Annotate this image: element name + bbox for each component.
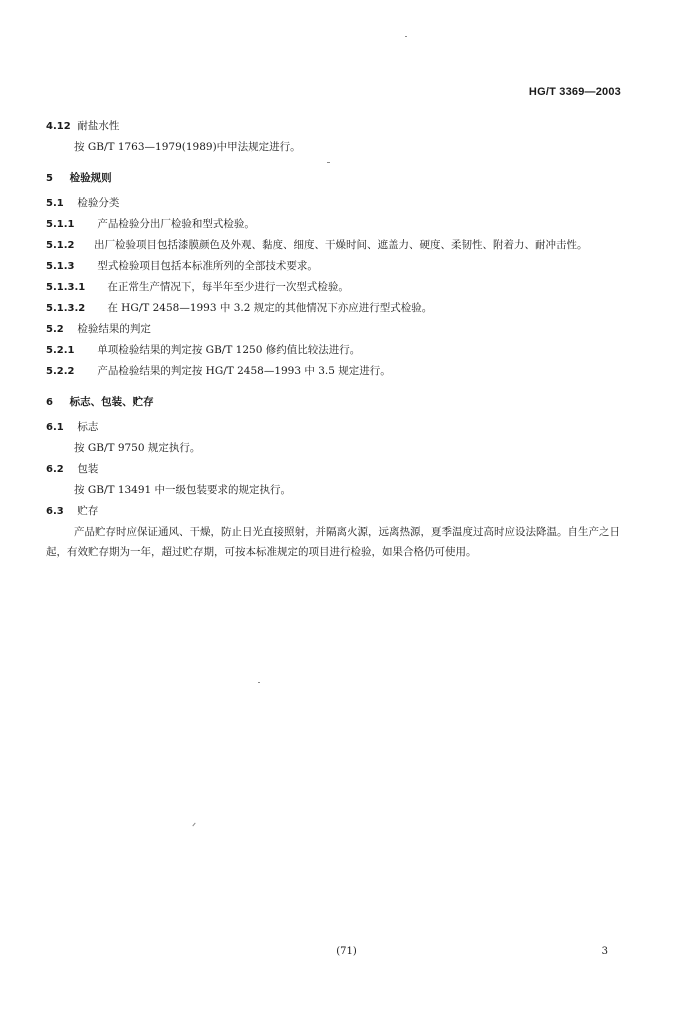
clause-text: 型式检验项目包括本标准所列的全部技术要求。 [97,260,318,272]
clause-title: 包装 [77,463,99,475]
clause-5-1-3-1 [46,277,626,298]
clause-5-2-2 [46,361,626,382]
clause-text: 产品检验分出厂检验和型式检验。 [97,218,255,230]
chapter-number: 5 [46,173,53,184]
clause-5-2-heading [46,319,626,340]
clause-text: 出厂检验项目包括漆膜颜色及外观、黏度、细度、干燥时间、遮盖力、硬度、柔韧性、附着力、耐冲击性。 [94,239,588,251]
chapter-number: 6 [46,397,53,408]
clause-number: 6.1 [46,422,64,433]
clause-title: 检验结果的判定 [77,323,151,335]
page-number: 3 [601,946,608,957]
document-body [46,116,626,562]
clause-number: 5.1 [46,198,64,209]
clause-6-3-heading [46,501,626,522]
clause-number: 5.2.2 [46,366,75,377]
clause-6-3-text: 产品贮存时应保证通风、干燥，防止日光直接照射，并隔离火源，远离热源，夏季温度过高时应设法降温。自生产之日起，有效贮存期为一年，超过贮存期，可按本标准规定的项目进行检验，如果合格仍可使用。 [46,526,620,558]
clause-6-1-text: 按 GB/T 9750 规定执行。 [74,442,201,454]
chapter-5-heading [46,168,626,189]
clause-4-12-text: 按 GB/T 1763—1979(1989)中甲法规定进行。 [74,141,301,153]
clause-text: 在正常生产情况下，每半年至少进行一次型式检验。 [107,281,349,293]
scan-speck [192,823,195,827]
clause-4-12-heading [46,116,626,137]
clause-6-2-heading [46,459,626,480]
clause-number: 6.3 [46,506,64,517]
clause-title: 标志 [77,421,99,433]
chapter-title: 标志、包装、贮存 [69,396,154,408]
clause-6-2-text: 按 GB/T 13491 中一级包装要求的规定执行。 [74,484,292,496]
clause-5-1-heading [46,193,626,214]
scan-speck [258,682,260,683]
clause-title: 耐盐水性 [77,120,120,132]
clause-text: 在 HG/T 2458—1993 中 3.2 规定的其他情况下亦应进行型式检验。 [107,302,433,314]
clause-5-1-1 [46,214,626,235]
standard-code: HG/T 3369—2003 [528,86,621,98]
clause-5-1-3-2 [46,298,626,319]
clause-title: 贮存 [77,505,99,517]
clause-number: 5.1.3.1 [46,282,86,293]
clause-6-1-heading [46,417,626,438]
clause-5-1-3 [46,256,626,277]
chapter-title: 检验规则 [69,172,112,184]
clause-title: 检验分类 [77,197,120,209]
clause-number: 5.1.2 [46,240,75,251]
clause-5-1-2 [46,235,626,256]
clause-number: 5.1.3.2 [46,303,86,314]
clause-number: 5.2.1 [46,345,75,356]
scan-speck [327,162,330,163]
clause-number: 5.1.1 [46,219,75,230]
clause-text: 产品检验结果的判定按 HG/T 2458—1993 中 3.5 规定进行。 [97,365,391,377]
scan-speck [405,36,407,37]
clause-number: 4.12 [46,121,71,132]
clause-number: 5.1.3 [46,261,75,272]
footer-code: (71) [336,946,357,957]
clause-5-2-1 [46,340,626,361]
chapter-6-heading [46,392,626,413]
clause-number: 5.2 [46,324,64,335]
clause-number: 6.2 [46,464,64,475]
clause-text: 单项检验结果的判定按 GB/T 1250 修约值比较法进行。 [97,344,361,356]
